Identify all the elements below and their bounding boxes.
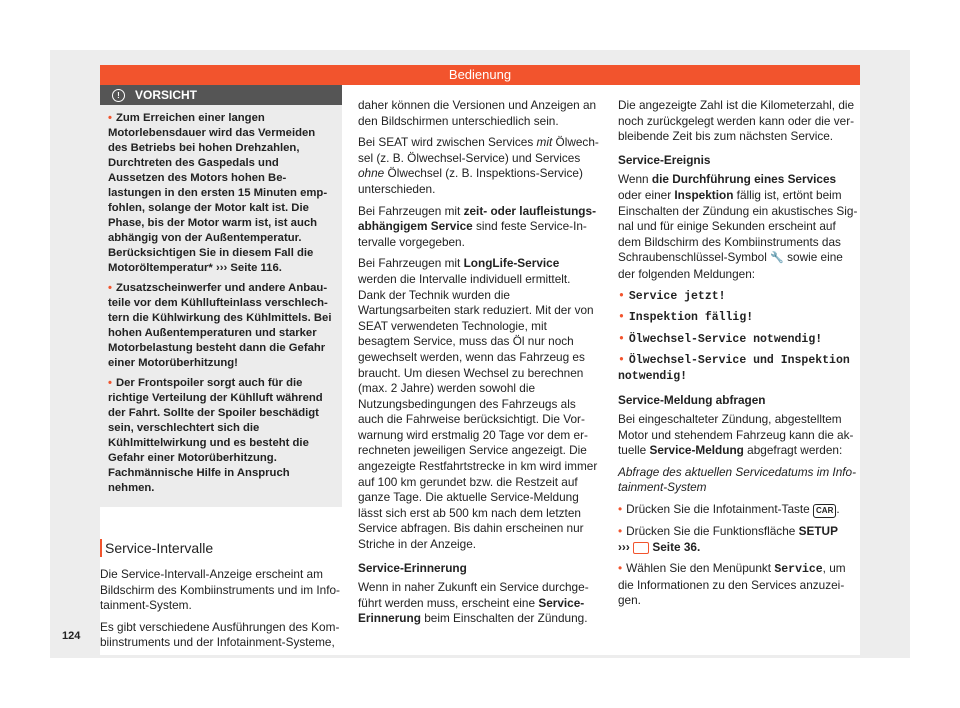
- caution-box: [100, 85, 342, 507]
- paragraph: Die Service-Intervall-Anzeige erscheint am Bildschirm des Kombiinstruments und im Infotainment-System.: [100, 567, 340, 613]
- page-number: 124: [62, 630, 81, 642]
- paragraph: Bei eingeschalteter Zündung, abgestelltem Motor und stehendem Fahrzeug kann die aktuelle Service-Meldung abgefragt werden:: [618, 412, 854, 458]
- paragraph: Bei Fahrzeugen mit LongLife-Service werden die Intervalle individuell ermittelt. Dank der Technik wurden die Wartungsarbeiten stark reduziert. Mit der von SEAT verwendeten Technologie, mit besagtem Service, muss das Öl nur noch gewechselt werden, wenn das Fahrzeug es braucht. Um diesen Wechsel zu berechnen (max. 2 Jahre) werden sowohl die Nutzungsbedingungen des Fahrzeugs als auch die Fahrweise berücksichtigt. Die Vorwarnung wird erstmalig 20 Tage vor dem errechneten jeweiligen Service angezeigt. Die angezeigte Restfahrtstrecke in km wird immer auf 100 km gerundet bzw. die Restzeit auf ganze Tage. Die aktuelle Service-Meldung lässt sich erst ab 500 km nach dem letzten Service abfragen. Bis dahin erscheinen nur Striche in der Anzeige.: [358, 256, 598, 552]
- car-key-icon: CAR: [813, 504, 836, 518]
- subheading: Service-Meldung abfragen: [618, 392, 766, 407]
- page-content: [62, 85, 860, 655]
- section-title: Service-Intervalle: [100, 539, 342, 557]
- paragraph: Es gibt verschiedene Ausführungen des Kombiinstruments und der Infotainment-Systeme,: [100, 619, 340, 650]
- caution-body: [100, 105, 342, 496]
- paragraph: Bei SEAT wird zwischen Services mit Ölwechsel (z. B. Ölwechsel-Service) und Services ohne Ölwechsel (z. B. Inspektions-Service) unterschieden.: [358, 135, 599, 196]
- subheading: Service-Ereignis: [618, 152, 711, 167]
- message-item: • Service jetzt!: [618, 289, 726, 303]
- paragraph: Wenn die Durchführung eines Services oder einer Inspektion fällig ist, ertönt beim Einschalten der Zündung ein akustisches Signal und für einige Sekunden erscheint auf dem Bildschirm des Kombiinstruments das Schraubenschlüssel-Symbol 🔧 sowie eine der folgenden Meldungen:: [618, 172, 858, 281]
- column-3: [618, 98, 860, 615]
- caution-icon: !: [112, 89, 125, 102]
- message-item: • Ölwechsel-Service notwendig!: [618, 332, 823, 346]
- paragraph: Die angezeigte Zahl ist die Kilometerzahl, die noch zurückgelegt werden kann oder die verbleibende Zeit bis zum nächsten Service.: [618, 98, 855, 144]
- bullet-icon: •: [108, 377, 112, 389]
- step-item: • Drücken Sie die Infotainment-Taste CAR .: [618, 502, 840, 517]
- wrench-icon: 🔧: [770, 252, 784, 265]
- bullet-icon: •: [618, 311, 625, 325]
- bullet-icon: •: [618, 354, 625, 368]
- bullet-icon: •: [108, 112, 112, 124]
- bullet-icon: •: [108, 282, 112, 294]
- caution-title: VORSICHT: [135, 88, 198, 102]
- bullet-icon: •: [618, 502, 623, 517]
- column-1: [100, 85, 342, 657]
- caution-item: • Der Frontspoiler sorgt auch für die richtige Verteilung der Kühlluft während der Fahrt. Sollte der Spoiler beschädigt sein, verschlechtert sich die Kühlmittelwirkung und es besteht die Gefahr einer Motorüberhitzung. Fachmännische Hilfe in Anspruch nehmen.: [108, 377, 323, 494]
- subheading: Service-Erinnerung: [358, 560, 467, 575]
- message-item: • Ölwechsel-Service und Inspektion notwendig!: [618, 354, 850, 383]
- step-item: • Wählen Sie den Menüpunkt Service, um die Informationen zu den Services anzuzeigen.: [618, 561, 846, 608]
- bullet-icon: •: [618, 332, 625, 346]
- paragraph: daher können die Versionen und Anzeigen an den Bildschirmen unterschiedlich sein.: [358, 98, 597, 128]
- bullet-icon: •: [618, 524, 623, 539]
- step-item: • Drücken Sie die Funktionsfläche SETUP ››› Seite 36.: [618, 524, 838, 554]
- caution-header: [100, 85, 342, 105]
- caution-item: • Zum Erreichen einer langen Motorlebensdauer wird das Vermeiden des Betriebs bei hohen Drehzahlen, Durchtreten des Gaspedals und Aussetzen des Motors hohen Belastungen in den ersten 15 Minuten empfohlen, solange der Motor kalt ist. Die Phase, bis der Motor warm ist, ist auch abhängig von der Außentemperatur. Berücksichtigen Sie in diesem Fall die Motoröltemperatur* ››› Seite 116.: [108, 112, 328, 274]
- paragraph: Wenn in naher Zukunft ein Service durchgeführt werden muss, erscheint eine Service-Erinnerung beim Einschalten der Zündung.: [358, 580, 589, 626]
- paragraph: Bei Fahrzeugen mit zeit- oder laufleistungsabhängigem Service sind feste Service-Intervalle vorgegeben.: [358, 203, 596, 249]
- caution-item: • Zusatzscheinwerfer und andere Anbauteile vor dem Kühllufteinlass verschlechtern die Kühlwirkung des Kühlmittels. Bei hohen Außentemperaturen und starker Motorbelastung besteht dann die Gefahr einer Motorüberhitzung!: [108, 282, 332, 369]
- bullet-icon: •: [618, 561, 623, 576]
- column-2: [358, 98, 600, 633]
- book-reference-icon: [633, 542, 649, 554]
- page-header: Bedienung: [100, 65, 860, 85]
- page-sheet: [50, 50, 910, 658]
- bullet-icon: •: [618, 289, 625, 303]
- message-item: • Inspektion fällig!: [618, 311, 754, 325]
- paragraph: Abfrage des aktuellen Servicedatums im Infotainment-System: [618, 464, 857, 495]
